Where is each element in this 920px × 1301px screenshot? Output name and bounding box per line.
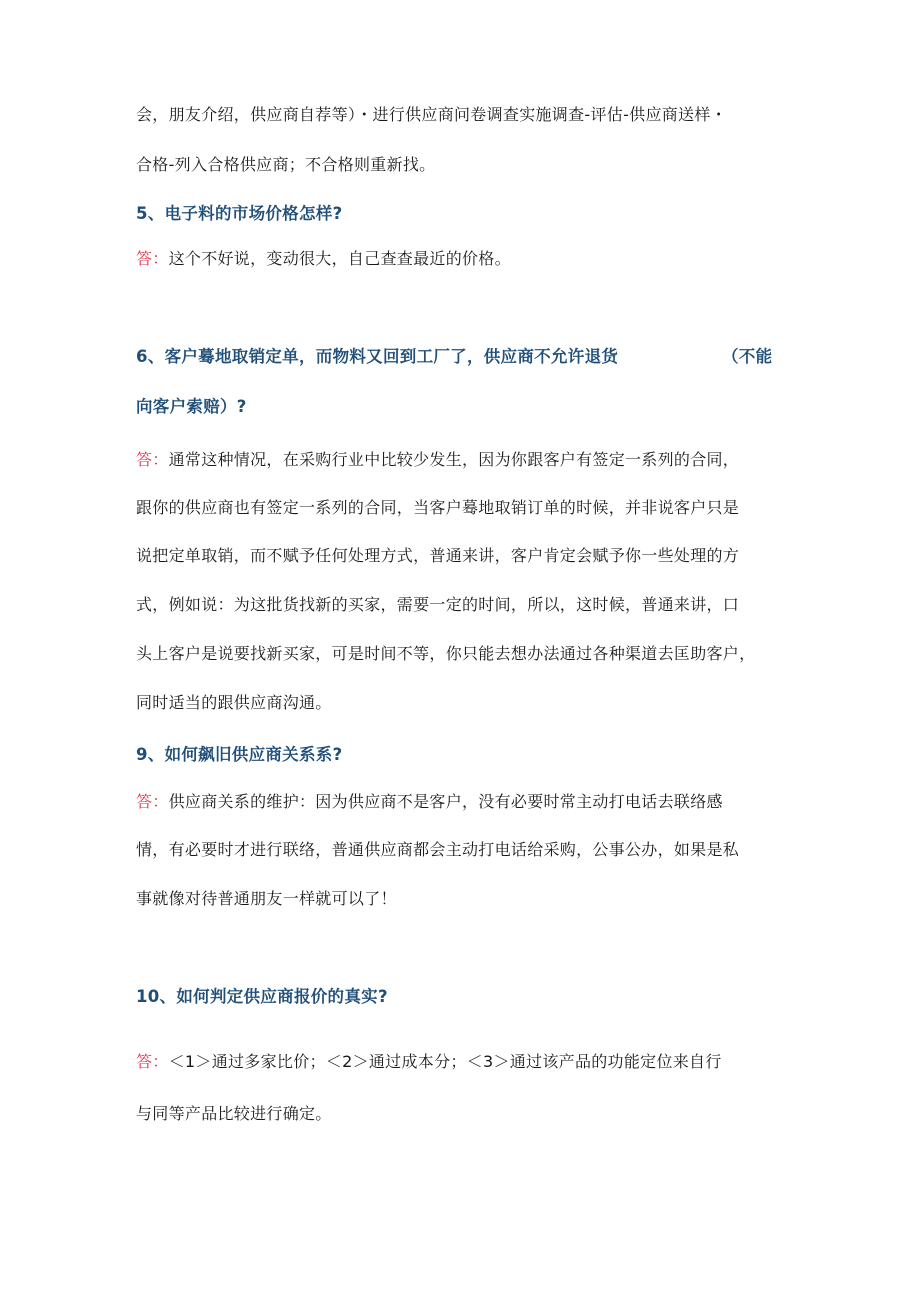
question-6-line-2: 向客户索赔）? <box>136 397 247 416</box>
answer-6-line-4: 式，例如说：为这批货找新的买家，需要一定的时间，所以，这时候，普通来讲，口 <box>136 595 740 614</box>
intro-line-2: 合格-列入合格供应商；不合格则重新找。 <box>136 155 436 174</box>
answer-9-first: 供应商关系的维护：因为供应商不是客户，没有必要时常主动打电话去联络感 <box>168 792 723 811</box>
intro-line-1: 会，朋友介绍，供应商自荐等）・进行供应商问卷调查实施调查-评估-供应商送样・ <box>136 105 727 124</box>
answer-6-line-2: 跟你的供应商也有签定一系列的合同，当客户蓦地取销订单的时候，并非说客户只是 <box>136 498 740 517</box>
question-6-tail: （不能 <box>722 347 773 366</box>
question-6-text: 6、客户蓦地取销定单，而物料又回到工厂了，供应商不允许退货 <box>136 347 619 366</box>
answer-6-first: 通常这种情况，在采购行业中比较少发生，因为你跟客户有签定一系列的合同， <box>168 450 740 469</box>
question-6-line-1 <box>136 346 776 368</box>
answer-10-line-1 <box>136 1051 722 1073</box>
answer-10-line-2: 与同等产品比较进行确定。 <box>136 1104 332 1123</box>
question-10: 10、如何判定供应商报价的真实? <box>136 987 388 1006</box>
answer-5 <box>136 248 511 270</box>
answer-label: 答： <box>136 249 169 268</box>
answer-5-text: 这个不好说，变动很大，自己查查最近的价格。 <box>168 249 511 268</box>
answer-label: 答： <box>136 792 169 811</box>
answer-9-line-2: 情，有必要时才进行联络，普通供应商都会主动打电话给采购，公事公办，如果是私 <box>136 840 740 859</box>
question-5: 5、电子料的市场价格怎样? <box>136 204 343 223</box>
question-9: 9、如何飙旧供应商关系系? <box>136 745 343 764</box>
answer-label: 答： <box>136 1052 169 1071</box>
answer-6-line-6: 同时适当的跟供应商沟通。 <box>136 693 332 712</box>
answer-6-line-3: 说把定单取销，而不赋予任何处理方式，普通来讲，客户肯定会赋予你一些处理的方 <box>136 546 740 565</box>
answer-10-first: ＜1＞通过多家比价；＜2＞通过成本分；＜3＞通过该产品的功能定位来自行 <box>168 1052 722 1071</box>
answer-9-line-1 <box>136 791 723 813</box>
answer-9-line-3: 事就像对待普通朋友一样就可以了！ <box>136 889 397 908</box>
answer-6-line-5: 头上客户是说要找新买家，可是时间不等，你只能去想办法通过各种渠道去匡助客户， <box>136 644 756 663</box>
answer-label: 答： <box>136 450 169 469</box>
answer-6-line-1 <box>136 449 739 471</box>
